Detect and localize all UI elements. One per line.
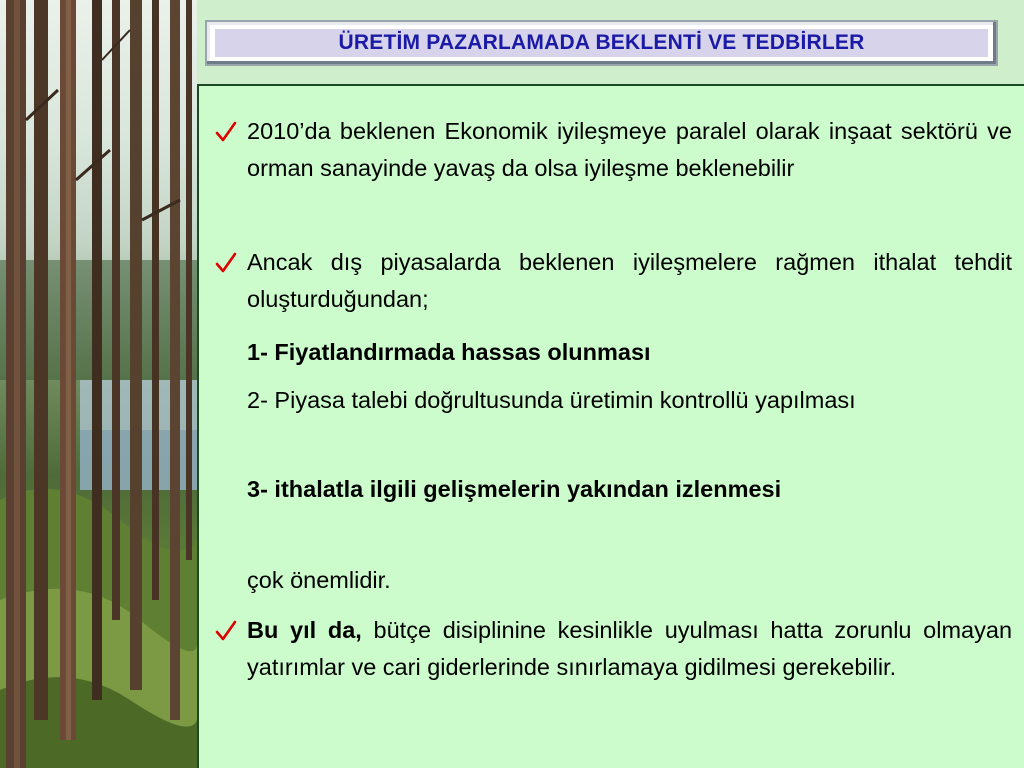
slide-title: ÜRETİM PAZARLAMADA BEKLENTİ VE TEDBİRLER xyxy=(338,31,865,54)
bullet-text: 2010’da beklenen Ekonomik iyileşmeye paralel olarak inşaat sektörü ve orman sanayinde yavaş da olsa iyileşme beklenebilir xyxy=(247,118,1012,181)
bullet-text: Ancak dış piyasalarda beklenen iyileşmelere rağmen ithalat tehdit oluşturduğundan; xyxy=(247,249,1012,312)
checkmark-icon xyxy=(213,244,239,281)
content-box xyxy=(197,84,1024,768)
bullet-item-2 xyxy=(247,244,1012,318)
sub-item-2 xyxy=(247,382,1012,419)
sub-item-3 xyxy=(247,471,1012,508)
sub-item-text: 2- Piyasa talebi doğrultusunda üretimin kontrollü yapılması xyxy=(247,387,856,413)
forest-photo xyxy=(0,0,197,768)
conclusion-text: çok önemlidir. xyxy=(247,567,391,593)
sub-item-text: 1- Fiyatlandırmada hassas olunması xyxy=(247,339,651,365)
title-panel xyxy=(215,29,988,57)
checkmark-icon xyxy=(213,113,239,150)
sub-item-1 xyxy=(247,334,1012,371)
bullet-item-3 xyxy=(247,612,1012,686)
title-bar xyxy=(205,20,998,66)
bullet-text: bütçe disiplinine kesinlikle uyulması hatta zorunlu olmayan yatırımlar ve cari giderlerinde sınırlamaya gidilmesi gerekebilir. xyxy=(247,617,1013,680)
conclusion-line xyxy=(247,562,1012,599)
sub-item-text: 3- ithalatla ilgili gelişmelerin yakından izlenmesi xyxy=(247,476,782,502)
checkmark-icon xyxy=(213,612,239,649)
bullet-item-1 xyxy=(247,113,1012,187)
bullet-bold-lead: Bu yıl da, xyxy=(247,617,362,643)
